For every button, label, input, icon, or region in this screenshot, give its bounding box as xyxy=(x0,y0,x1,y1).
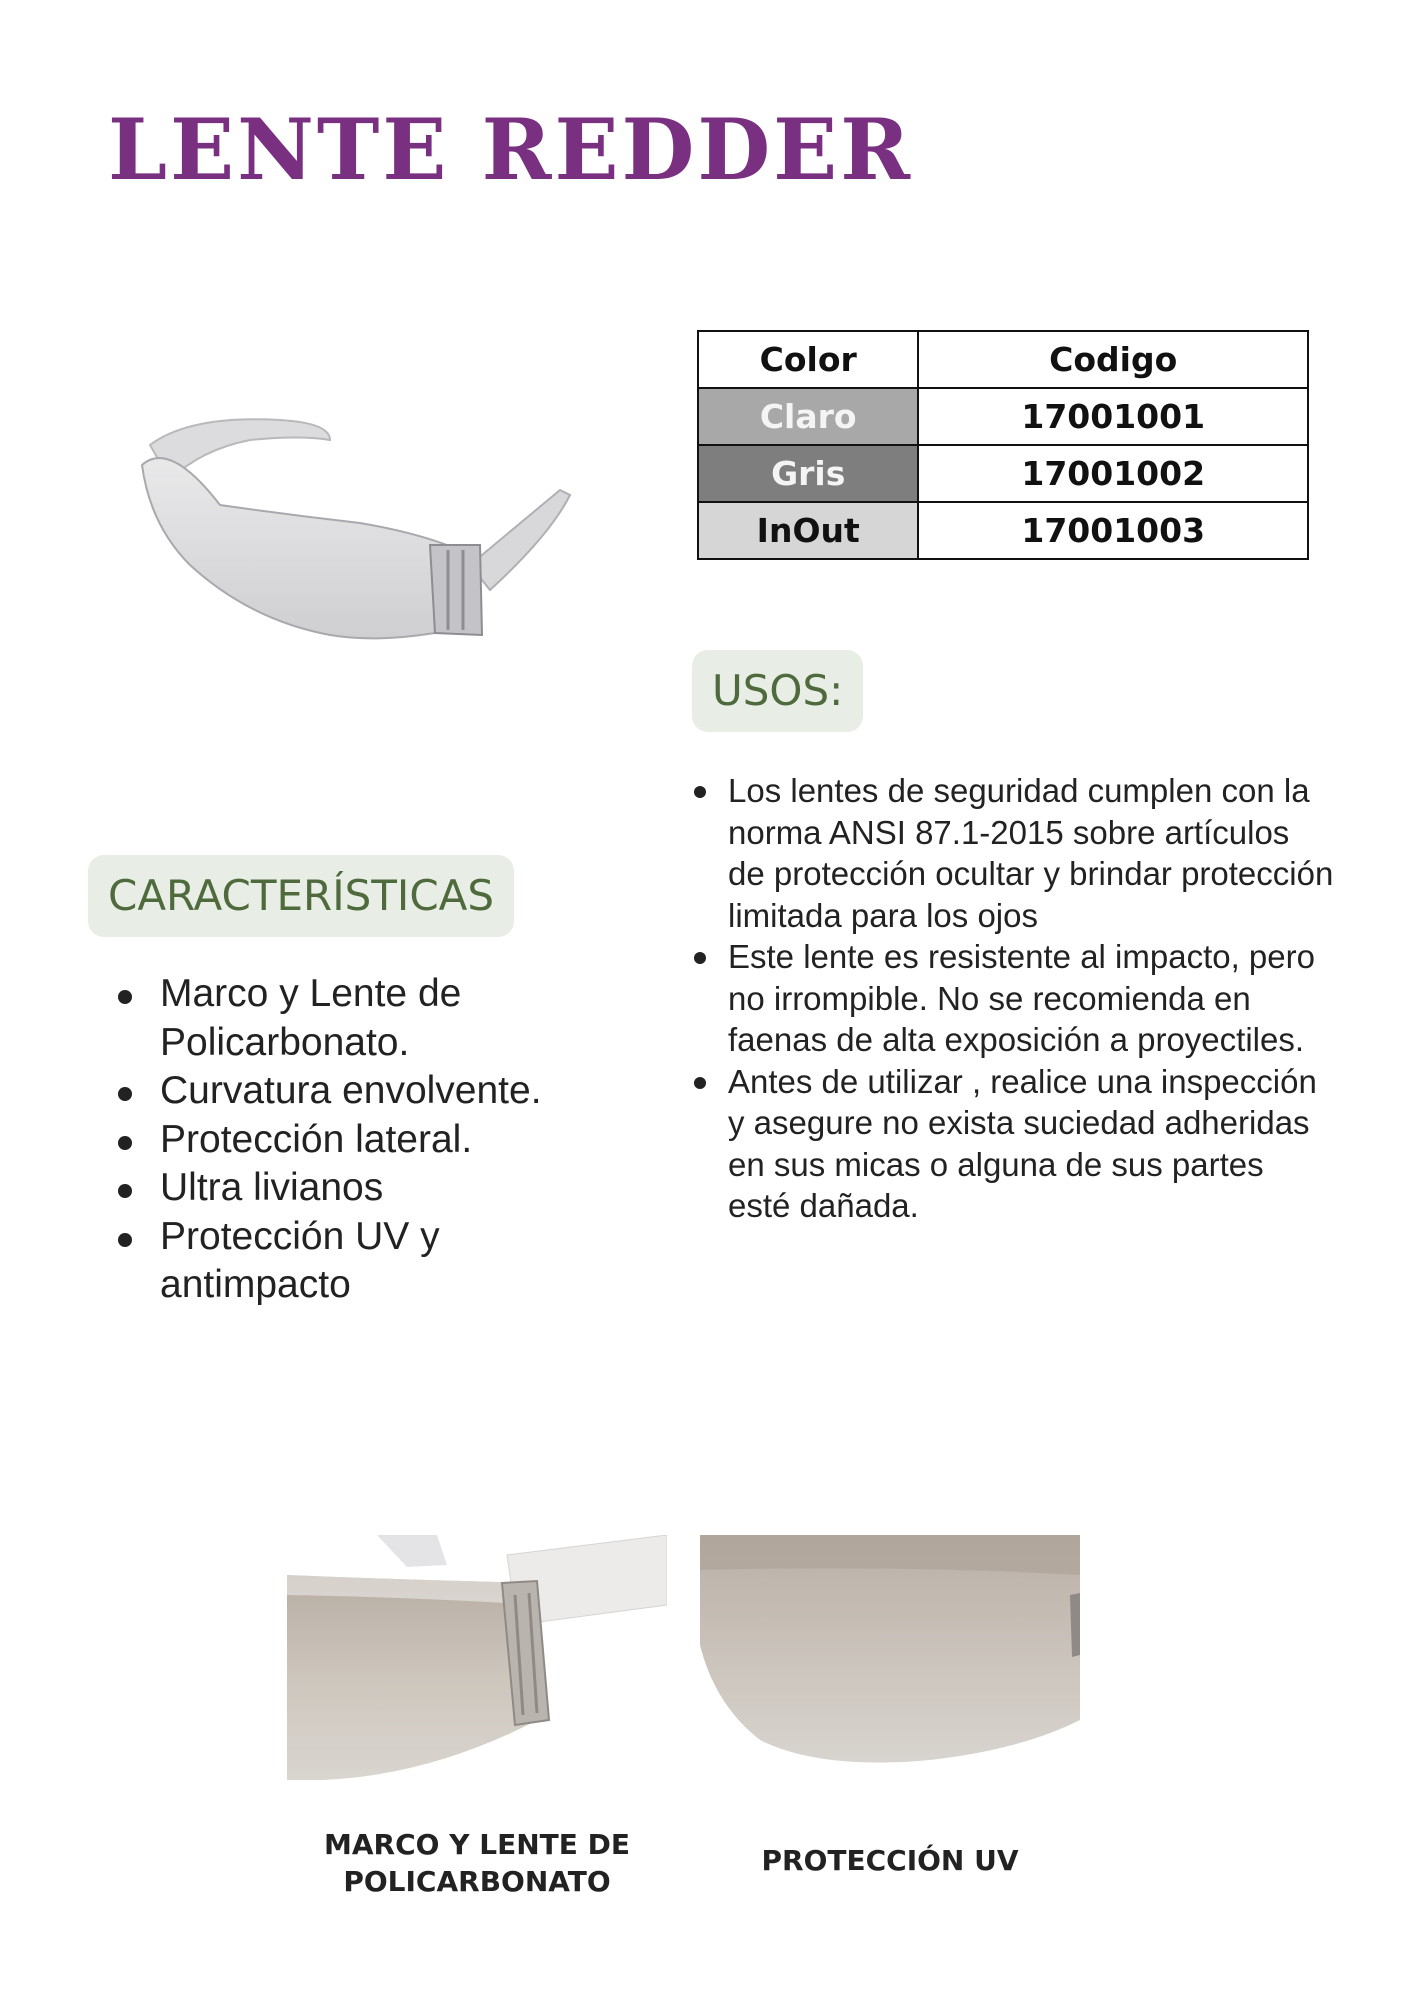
list-item: Marco y Lente de Policarbonato. xyxy=(118,970,638,1067)
uses-heading: USOS: xyxy=(692,650,863,732)
table-row xyxy=(698,388,1308,445)
code-cell: 17001002 xyxy=(918,445,1308,502)
safety-glasses-image xyxy=(130,395,590,695)
page-title: LENTE REDDER xyxy=(108,100,914,199)
list-item: Protección lateral. xyxy=(118,1116,638,1165)
table-header-row xyxy=(698,331,1308,388)
list-item: Este lente es resistente al impacto, pero no irrompible. No se recomienda en faenas de alta exposición a proyectiles. xyxy=(694,936,1334,1061)
frame-detail-image xyxy=(287,1535,667,1780)
list-item: Protección UV y antimpacto xyxy=(118,1213,638,1310)
code-cell: 17001003 xyxy=(918,502,1308,559)
list-item: Antes de utilizar , realice una inspección y asegure no exista suciedad adheridas en sus micas o alguna de sus partes esté dañada. xyxy=(694,1061,1334,1227)
list-item: Ultra livianos xyxy=(118,1164,638,1213)
uv-caption: PROTECCIÓN UV xyxy=(761,1844,1019,1877)
color-cell: Claro xyxy=(698,388,918,445)
list-item: Curvatura envolvente. xyxy=(118,1067,638,1116)
column-header-color: Color xyxy=(698,331,918,388)
uses-list xyxy=(694,770,1334,1227)
table-row xyxy=(698,445,1308,502)
code-cell: 17001001 xyxy=(918,388,1308,445)
list-item: Los lentes de seguridad cumplen con la norma ANSI 87.1-2015 sobre artículos de protección ocultar y brindar protección limitada para los ojos xyxy=(694,770,1334,936)
column-header-code: Codigo xyxy=(918,331,1308,388)
color-code-table xyxy=(697,330,1309,560)
features-heading: CARACTERÍSTICAS xyxy=(88,855,514,937)
frame-caption: MARCO Y LENTE DE POLICARBONATO xyxy=(324,1828,630,1898)
uv-detail-image xyxy=(700,1535,1080,1780)
table-row xyxy=(698,502,1308,559)
color-cell: Gris xyxy=(698,445,918,502)
features-list xyxy=(118,970,638,1310)
color-cell: InOut xyxy=(698,502,918,559)
